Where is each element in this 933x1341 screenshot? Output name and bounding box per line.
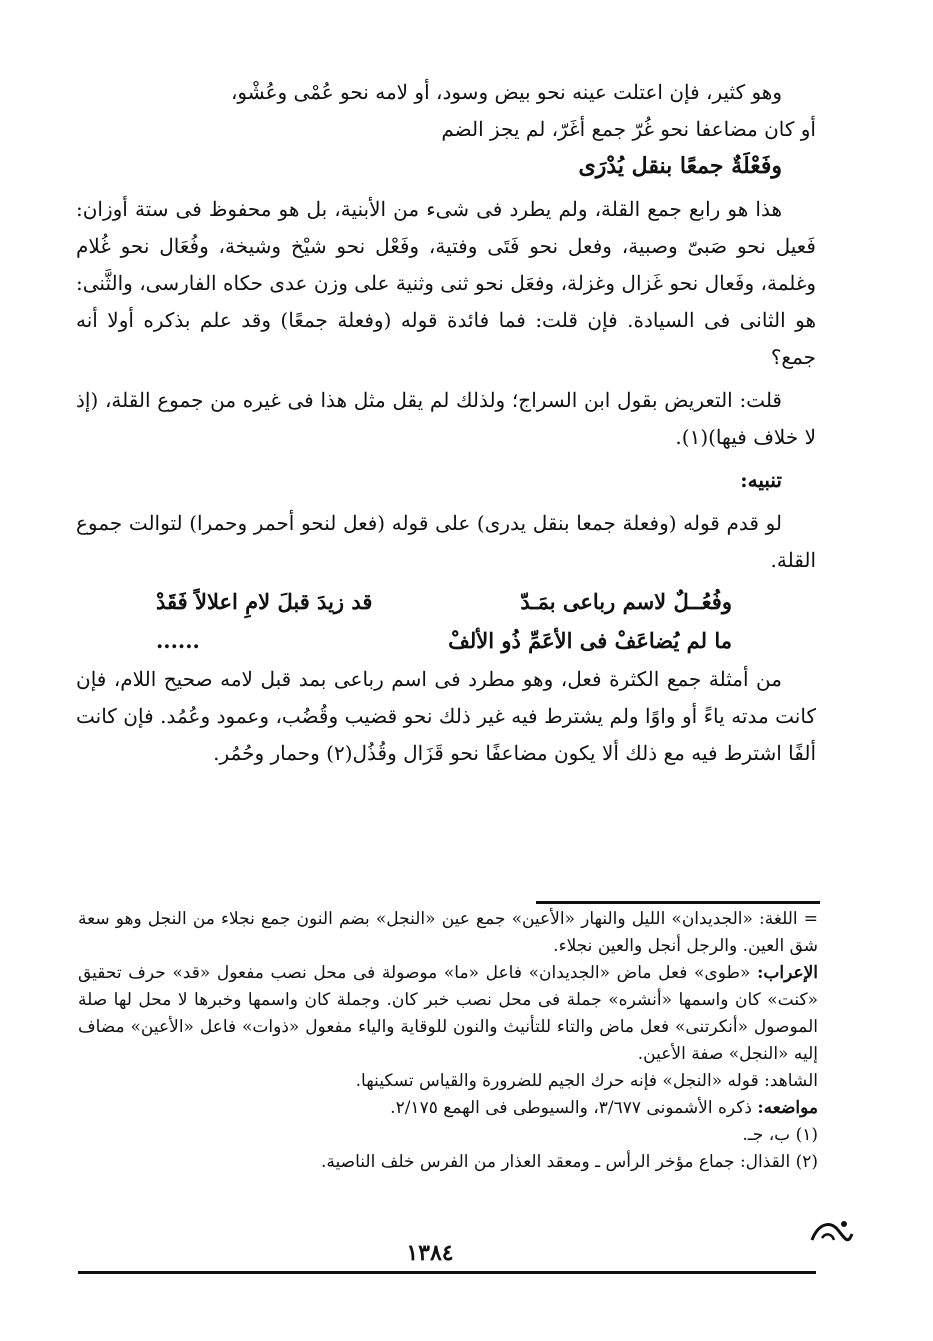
text-line: وهو كثير، فإن اعتلت عينه نحو بيض وسود، أو لامه نحو عُمْى وعُشْو،	[230, 80, 782, 104]
bottom-rule	[78, 1271, 816, 1274]
verse-row	[76, 622, 816, 661]
footnote-text: ذكره الأشمونى ٣/٦٧٧، والسيوطى فى الهمع ٢/١٧٥.	[390, 1098, 752, 1118]
paragraph: من أمثلة جمع الكثرة فعل، وهو مطرد فى اسم رباعى بمد قبل لامه صحيح اللام، فإن كانت مدته ياءً أو واوًا ولم يشترط فيه غير ذلك نحو قضيب وقُضُب، وعمود وعُمُد. فإن كانت ألفًا اشترط فيه مع ذلك ألا يكون مضاعفًا نحو قَزَال وقُذُل(٢) وحمار وحُمُر.	[76, 667, 816, 765]
verse-hemistich: وفُعُــلٌ لاسم رباعى بمَـدّ	[520, 589, 732, 614]
footnote-text: «طوى» فعل ماض «الجديدان» فاعل «ما» موصولة فى محل نصب مفعول «قد» حرف تحقيق «كنت» كان واسمها «أنشره» جملة فى محل نصب خبر كان. وجملة كان واسمها وخبرها لا محل لها صلة الموصول «أنكرتنى» فعل ماض والتاء للتأنيث والنون للوقاية والياء مفعول «ذوات» فاعل «الأعين» مضاف إليه «النجل» صفة الأعين.	[78, 963, 818, 1064]
verse-hemistich: ما لم يُضاعَفْ فى الأعَمِّ ذُو الألفْ	[448, 628, 732, 653]
section-heading: تنبيه:	[740, 468, 782, 492]
verse-line: وفَعْلَةٌ جمعًا بنقل يُدْرَى	[578, 153, 782, 179]
verse-ellipsis: ......	[156, 628, 200, 653]
footnote: (١) ب، جـ.	[742, 1125, 818, 1145]
ornament-icon	[808, 1210, 854, 1250]
footnote-label: الإعراب:	[757, 963, 819, 983]
main-text	[76, 74, 816, 772]
footnote: = اللغة: «الجديدان» الليل والنهار «الأعين» جمع عين «النجل» بضم النون جمع نجلاء من النجل وهو سعة شق العين. والرجل أنجل والعين نجلاء.	[78, 909, 818, 956]
footnote-label: مواضعه:	[757, 1098, 818, 1118]
footnotes	[78, 906, 818, 1176]
text-line: أو كان مضاعفا نحو غُرّ جمع أغَرّ، لم يجز الضم	[441, 117, 816, 141]
footnote: الشاهد: قوله «النجل» فإنه حرك الجيم للضرورة والقياس تسكينها.	[355, 1071, 818, 1091]
page-number: ١٣٨٤	[406, 1240, 454, 1266]
verse-row	[76, 583, 816, 622]
verse-hemistich: قد زيدَ قبلَ لامِ اعلالاً فَقَدْ	[156, 589, 373, 614]
footnote: (٢) القذال: جماع مؤخر الرأس ـ ومعقد العذار من الفرس خلف الناصية.	[321, 1152, 818, 1172]
footnote	[78, 1095, 818, 1122]
paragraph: قلت: التعريض بقول ابن السراج؛ ولذلك لم يقل مثل هذا فى غيره من جموع القلة، (إذ لا خلاف فيها)(١).	[76, 388, 816, 449]
footnote	[78, 960, 818, 1068]
paragraph: لو قدم قوله (وفعلة جمعا بنقل يدرى) على قوله (فعل لنحو أحمر وحمرا) لتوالت جموع القلة.	[76, 511, 816, 572]
footnote-divider	[536, 901, 820, 904]
paragraph: هذا هو رابع جمع القلة، ولم يطرد فى شىء من الأبنية، بل هو محفوظ فى ستة أوزان: فَعيل نحو صَبىّ وصبية، وفعل نحو فَتَى وفتية، وفَعْل نحو شيْخ وشيخة، وفُعَال نحو غُلام وغلمة، وفَعال نحو غَزال وغزلة، وفعَل نحو ثنى وثنية على وزن عدى حكاه الفارسى، والثَّنى: هو الثانى فى السيادة. فإن قلت: فما فائدة قوله (وفعلة جمعًا) وقد علم بذكره أولا أنه جمع؟	[76, 197, 816, 369]
